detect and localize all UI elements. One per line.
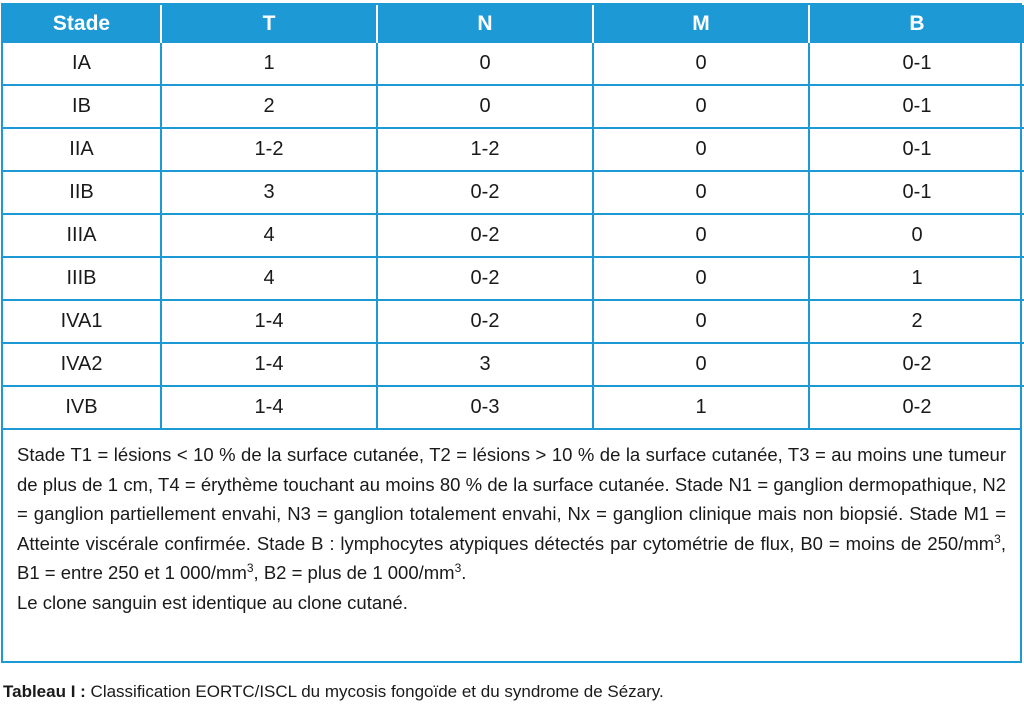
- cell-n: 0-2: [377, 257, 593, 300]
- cell-m: 0: [593, 171, 809, 214]
- cell-stade: IIB: [3, 171, 161, 214]
- header-m: M: [593, 5, 809, 43]
- notes-sup-3: 3: [454, 560, 462, 575]
- cell-n: 1-2: [377, 128, 593, 171]
- cell-m: 0: [593, 257, 809, 300]
- cell-n: 0-2: [377, 300, 593, 343]
- header-b: B: [809, 5, 1024, 43]
- cell-t: 1-4: [161, 300, 377, 343]
- cell-b: 0-1: [809, 171, 1024, 214]
- cell-b: 2: [809, 300, 1024, 343]
- table-body: [3, 43, 1024, 428]
- table-row: [3, 300, 1024, 343]
- cell-m: 0: [593, 43, 809, 85]
- table-row: [3, 43, 1024, 85]
- cell-b: 1: [809, 257, 1024, 300]
- notes-text-1: Stade T1 = lésions < 10 % de la surface cutanée, T2 = lésions > 10 % de la surface cutanée, T3 = au moins une tumeur de plus de 1 cm, T4 = érythème touchant au moins 80 % de la surface cutanée. Stade N1 = ganglion dermopathique, N2 = ganglion partiellement envahi, N3 = ganglion totalement envahi, Nx = ganglion clinique mais non biopsié. Stade M1 = Atteinte viscérale confirmée. Stade B : lymphocytes atypiques détectés par cytométrie de flux, B0 = moins de 250/mm: [17, 444, 1006, 554]
- notes-text-4: .: [461, 562, 467, 583]
- cell-t: 1-4: [161, 386, 377, 428]
- table-header: [3, 5, 1024, 43]
- cell-m: 0: [593, 343, 809, 386]
- notes-text-3: , B2 = plus de 1 000/mm: [253, 562, 455, 583]
- cell-t: 4: [161, 214, 377, 257]
- cell-b: 0-1: [902, 52, 932, 74]
- cell-stade: IVA2: [3, 343, 161, 386]
- header-t: T: [161, 5, 377, 43]
- cell-b: 0-1: [809, 85, 1024, 128]
- table-caption: [3, 682, 664, 702]
- cell-stade: IA: [3, 43, 161, 85]
- cell-m: 1: [593, 386, 809, 428]
- table-row: [3, 128, 1024, 171]
- table-row: [3, 214, 1024, 257]
- cell-t: 1: [161, 43, 377, 85]
- cell-m: 0: [593, 214, 809, 257]
- cell-stade: IVA1: [3, 300, 161, 343]
- cell-n: 0-2: [377, 171, 593, 214]
- table-row: [3, 343, 1024, 386]
- cell-b: 0-2: [809, 386, 1024, 428]
- caption-label: Tableau I :: [3, 682, 86, 701]
- staging-table: [3, 5, 1024, 428]
- header-row: [3, 5, 1024, 43]
- cell-n: 0: [377, 85, 593, 128]
- table-frame: [1, 3, 1022, 663]
- notes-text-2: , B1 = entre 250 et 1 000/mm: [17, 532, 1006, 583]
- cell-stade: IIIA: [3, 214, 161, 257]
- caption-text: Classification EORTC/ISCL du mycosis fongoïde et du syndrome de Sézary.: [85, 682, 664, 701]
- cell-b: 0-1: [809, 128, 1024, 171]
- cell-n: 0-3: [377, 386, 593, 428]
- cell-stade: IIA: [3, 128, 161, 171]
- table-row: [3, 85, 1024, 128]
- cell-stade: IVB: [3, 386, 161, 428]
- cell-m: 0: [593, 85, 809, 128]
- table-notes: [3, 428, 1020, 617]
- cell-t: 1-2: [161, 128, 377, 171]
- cell-t: 3: [161, 171, 377, 214]
- cell-stade: IB: [3, 85, 161, 128]
- notes-paragraph: [17, 440, 1006, 588]
- notes-line-2: Le clone sanguin est identique au clone cutané.: [17, 591, 408, 613]
- table-row: [3, 386, 1024, 428]
- notes-sup-1: 3: [994, 531, 1001, 546]
- cell-t: 2: [161, 85, 377, 128]
- cell-n: 0: [377, 43, 593, 85]
- cell-t: 1-4: [161, 343, 377, 386]
- cell-t: 4: [161, 257, 377, 300]
- notes-sup-2: 3: [246, 560, 254, 575]
- cell-m: 0: [593, 300, 809, 343]
- cell-n: 3: [377, 343, 593, 386]
- table-row: [3, 257, 1024, 300]
- cell-b: 0-2: [809, 343, 1024, 386]
- cell-stade: IIIB: [3, 257, 161, 300]
- cell-n: 0-2: [377, 214, 593, 257]
- header-stade: Stade: [3, 5, 161, 43]
- header-n: N: [377, 5, 593, 43]
- table-row: [3, 171, 1024, 214]
- cell-m: 0: [593, 128, 809, 171]
- cell-b: 0: [809, 214, 1024, 257]
